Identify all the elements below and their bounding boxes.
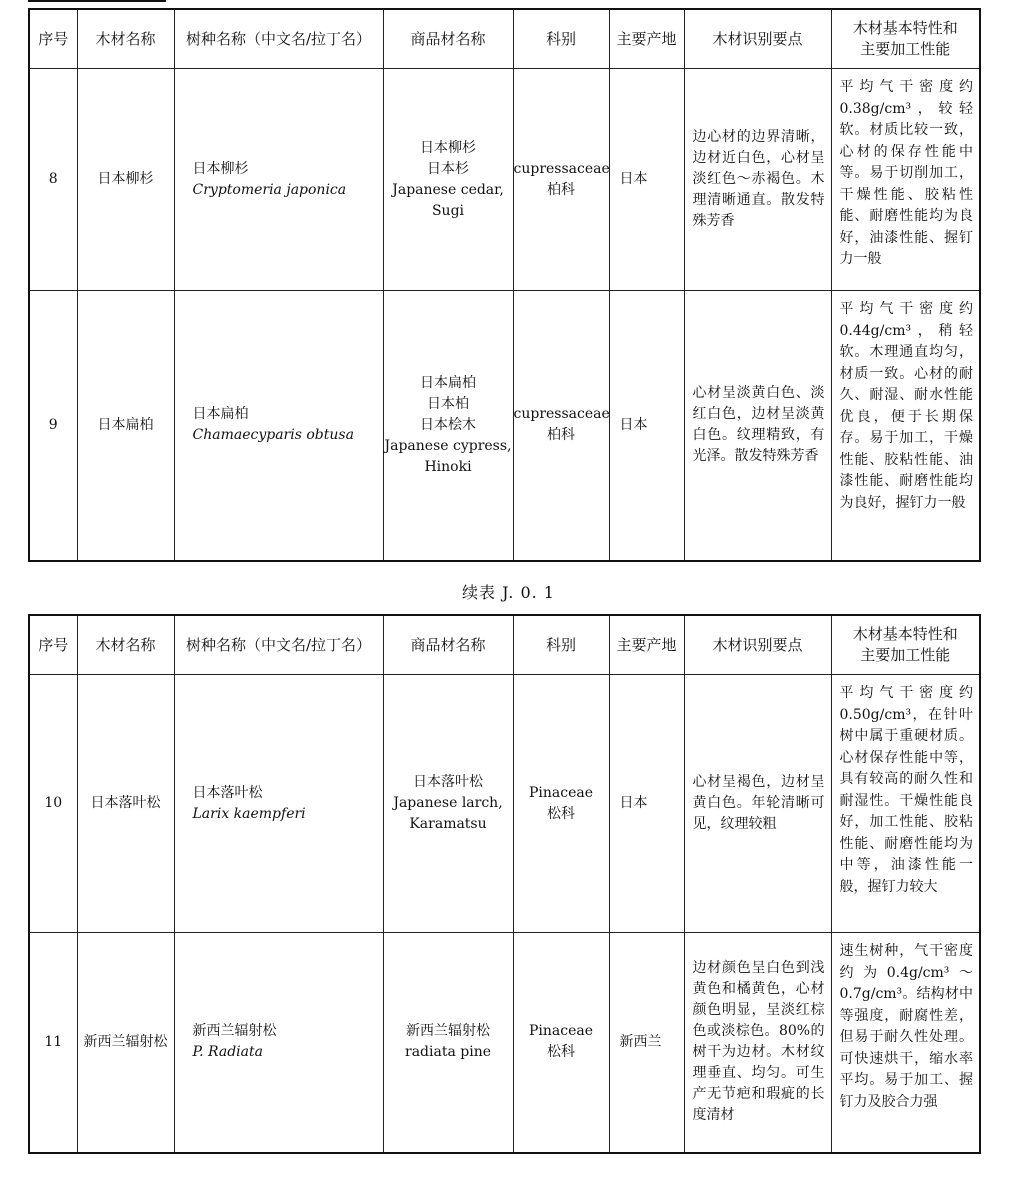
trade-line: Japanese larch, xyxy=(393,795,503,811)
row-identification: 心材呈淡黄白色、淡红白色，边材呈淡黄白色。纹理精致，有光泽。散发特殊芳香 xyxy=(684,291,831,561)
trade-line: 日本柳杉 xyxy=(420,139,476,156)
header-identification: 木材识别要点 xyxy=(684,9,831,69)
row-family xyxy=(513,675,609,933)
header-identification: 木材识别要点 xyxy=(684,615,831,675)
header-species: 树种名称（中文名/拉丁名） xyxy=(174,9,383,69)
row-trade-name xyxy=(383,675,513,933)
trade-line: Karamatsu xyxy=(409,816,487,832)
species-latin: Larix kaempferi xyxy=(192,805,306,822)
row-no: 10 xyxy=(29,675,77,933)
row-identification: 心材呈褐色，边材呈黄白色。年轮清晰可见，纹理较粗 xyxy=(684,675,831,933)
header-family: 科别 xyxy=(513,615,609,675)
family-cn: 松科 xyxy=(547,805,575,822)
row-family xyxy=(513,291,609,561)
header-wood-name: 木材名称 xyxy=(77,615,174,675)
row-properties: 平均气干密度约0.38g/cm³，较轻软。材质比较一致，心材的保存性能中等。易于切削加工，干燥性能、胶粘性能、耐磨性能均为良好，油漆性能、握钉力一般 xyxy=(831,69,980,291)
row-properties: 平均气干密度约0.50g/cm³，在针叶树中属于重硬材质。心材保存性能中等，具有较高的耐久性和耐湿性。干燥性能良好，加工性能、胶粘性能、耐磨性能均为中等，油漆性能一般，握钉力较大 xyxy=(831,675,980,933)
row-wood-name: 日本柳杉 xyxy=(77,69,174,291)
species-cn: 新西兰辐射松 xyxy=(192,1023,277,1040)
row-wood-name: 新西兰辐射松 xyxy=(77,933,174,1153)
header-species: 树种名称（中文名/拉丁名） xyxy=(174,615,383,675)
header-origin: 主要产地 xyxy=(609,615,684,675)
family-cn: 松科 xyxy=(547,1044,575,1061)
trade-line: 日本桧木 xyxy=(420,416,476,433)
species-latin: Cryptomeria japonica xyxy=(192,181,347,198)
table-header-row xyxy=(29,9,980,69)
table-row xyxy=(29,69,980,291)
header-properties-line2: 主要加工性能 xyxy=(860,40,951,58)
row-identification: 边心材的边界清晰，边材近白色，心材呈淡红色～赤褐色。木理清晰通直。散发特殊芳香 xyxy=(684,69,831,291)
table-caption: 续表 J. 0. 1 xyxy=(462,583,555,602)
header-properties-line2: 主要加工性能 xyxy=(860,646,951,664)
row-trade-name xyxy=(383,69,513,291)
header-properties-line1: 木材基本特性和 xyxy=(852,19,958,37)
family-cn: 柏科 xyxy=(547,427,575,444)
trade-line: Japanese cedar, xyxy=(392,181,504,198)
row-species xyxy=(174,291,383,561)
header-origin: 主要产地 xyxy=(609,9,684,69)
species-cn: 日本柳杉 xyxy=(192,160,249,177)
trade-line: 日本落叶松 xyxy=(413,774,483,790)
trade-line: radiata pine xyxy=(405,1044,491,1061)
row-origin: 日本 xyxy=(609,291,684,561)
table-row xyxy=(29,675,980,933)
trade-line: 新西兰辐射松 xyxy=(406,1023,490,1040)
row-species xyxy=(174,675,383,933)
family-latin: cupressaceae xyxy=(513,406,610,423)
row-wood-name: 日本扁柏 xyxy=(77,291,174,561)
species-cn: 日本扁柏 xyxy=(192,406,249,423)
row-trade-name xyxy=(383,291,513,561)
row-family xyxy=(513,933,609,1153)
header-wood-name: 木材名称 xyxy=(77,9,174,69)
row-identification: 边材颜色呈白色到浅黄色和橘黄色，心材颜色明显，呈淡红棕色或淡棕色。80%的树干为边材。木材纹理垂直、均匀。可生产无节疤和瑕疵的长度清材 xyxy=(684,933,831,1153)
table-row xyxy=(29,933,980,1153)
top-rule xyxy=(28,0,166,2)
header-no: 序号 xyxy=(29,9,77,69)
header-family: 科别 xyxy=(513,9,609,69)
trade-line: 日本柏 xyxy=(427,395,469,412)
header-properties xyxy=(831,9,980,69)
table-header-row xyxy=(29,615,980,675)
header-trade-name: 商品材名称 xyxy=(383,615,513,675)
header-trade-name: 商品材名称 xyxy=(383,9,513,69)
family-latin: cupressaceae xyxy=(513,160,610,177)
row-trade-name xyxy=(383,933,513,1153)
row-properties: 平均气干密度约0.44g/cm³，稍轻软。木理通直均匀，材质一致。心材的耐久、耐湿、耐水性能优良，便于长期保存。易于加工，干燥性能、胶粘性能、油漆性能、耐磨性能均为良好，握钉力一般 xyxy=(831,291,980,561)
species-latin: Chamaecyparis obtusa xyxy=(192,427,354,444)
trade-line: 日本扁柏 xyxy=(420,374,476,391)
row-species xyxy=(174,933,383,1153)
trade-line: Hinoki xyxy=(424,458,472,475)
trade-line: Sugi xyxy=(431,202,465,219)
header-no: 序号 xyxy=(29,615,77,675)
table-row xyxy=(29,291,980,561)
header-properties xyxy=(831,615,980,675)
family-latin: Pinaceae xyxy=(528,784,594,801)
wood-table-part-2 xyxy=(28,614,981,1154)
trade-line: Japanese cypress, xyxy=(384,437,512,454)
wood-table-part-1 xyxy=(28,8,981,562)
trade-line: 日本杉 xyxy=(427,160,469,177)
row-no: 11 xyxy=(29,933,77,1153)
header-properties-line1: 木材基本特性和 xyxy=(852,625,958,643)
row-origin: 日本 xyxy=(609,69,684,291)
row-origin: 日本 xyxy=(609,675,684,933)
row-no: 8 xyxy=(29,69,77,291)
row-wood-name: 日本落叶松 xyxy=(77,675,174,933)
row-species xyxy=(174,69,383,291)
row-family xyxy=(513,69,609,291)
species-cn: 日本落叶松 xyxy=(192,784,263,801)
family-cn: 柏科 xyxy=(547,181,575,198)
row-origin: 新西兰 xyxy=(609,933,684,1153)
species-latin: P. Radiata xyxy=(192,1044,263,1061)
row-properties: 速生树种，气干密度约为0.4g/cm³～0.7g/cm³。结构材中等强度，耐腐性差，但易于耐久性处理。可快速烘干，缩水率平均。易于加工、握钉力及胶合力强 xyxy=(831,933,980,1153)
row-no: 9 xyxy=(29,291,77,561)
family-latin: Pinaceae xyxy=(528,1023,594,1040)
